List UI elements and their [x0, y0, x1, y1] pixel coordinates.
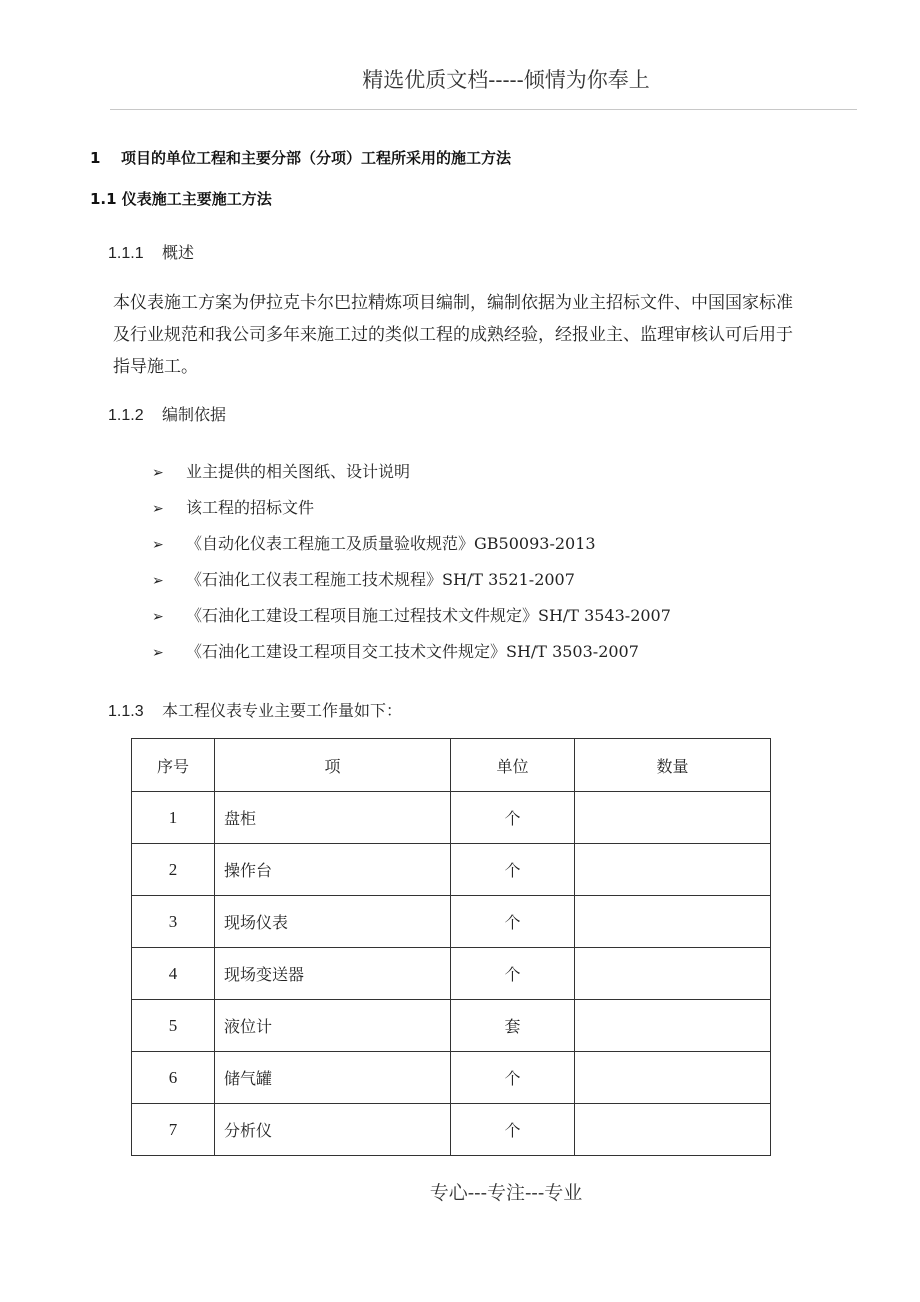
section-1-1-heading: 1.1 仪表施工主要施工方法 — [90, 190, 272, 208]
table-row — [132, 948, 771, 1000]
cell-qty — [575, 1104, 771, 1156]
cell-qty — [575, 1052, 771, 1104]
cell-item: 盘柜 — [215, 792, 451, 844]
cell-no: 5 — [132, 1000, 215, 1052]
cell-no: 2 — [132, 844, 215, 896]
header-cell-no: 序号 — [132, 739, 215, 792]
cell-item: 现场变送器 — [215, 948, 451, 1000]
cell-item: 储气罐 — [215, 1052, 451, 1104]
cell-unit: 个 — [451, 792, 575, 844]
page-footer: 专心---专注---专业 — [429, 1182, 583, 1204]
basis-list-item — [152, 459, 410, 482]
overview-line: 本仪表施工方案为伊拉克卡尔巴拉精炼项目编制，编制依据为业主招标文件、中国国家标准 — [113, 293, 793, 313]
basis-item-text: 该工程的招标文件 — [186, 498, 315, 517]
table-header-row — [132, 739, 771, 792]
arrow-bullet-icon: ➢ — [152, 573, 164, 589]
header-cell-qty: 数量 — [575, 739, 771, 792]
table-row — [132, 1052, 771, 1104]
basis-item-text: 《自动化仪表工程施工及质量验收规范》GB50093-2013 — [186, 534, 596, 553]
section-1-1-2-heading — [108, 402, 226, 425]
section-1-number: 1 — [90, 149, 101, 167]
cell-qty — [575, 896, 771, 948]
cell-item: 分析仪 — [215, 1104, 451, 1156]
cell-item: 液位计 — [215, 1000, 451, 1052]
header-divider — [110, 109, 857, 110]
section-1-1-3-heading — [108, 698, 402, 721]
basis-list-item — [152, 639, 639, 662]
cell-unit: 个 — [451, 896, 575, 948]
section-1-1-1-title: 概述 — [162, 243, 195, 262]
cell-no: 7 — [132, 1104, 215, 1156]
basis-item-text: 《石油化工建设工程项目交工技术文件规定》SH/T 3503-2007 — [186, 642, 639, 661]
cell-qty — [575, 1000, 771, 1052]
overview-line: 指导施工。 — [113, 357, 198, 377]
section-1-heading — [90, 147, 511, 168]
arrow-bullet-icon: ➢ — [152, 465, 164, 481]
basis-list-item — [152, 603, 671, 626]
overview-paragraph — [113, 287, 858, 383]
basis-list-item — [152, 567, 575, 590]
section-1-1-1-number: 1.1.1 — [108, 245, 144, 262]
cell-no: 4 — [132, 948, 215, 1000]
cell-unit: 个 — [451, 948, 575, 1000]
arrow-bullet-icon: ➢ — [152, 645, 164, 661]
cell-unit: 个 — [451, 1052, 575, 1104]
header-cell-item: 项 — [215, 739, 451, 792]
table-row — [132, 1104, 771, 1156]
cell-unit: 个 — [451, 1104, 575, 1156]
arrow-bullet-icon: ➢ — [152, 609, 164, 625]
cell-qty — [575, 948, 771, 1000]
cell-qty — [575, 792, 771, 844]
cell-no: 6 — [132, 1052, 215, 1104]
table-row — [132, 1000, 771, 1052]
cell-no: 3 — [132, 896, 215, 948]
cell-qty — [575, 844, 771, 896]
section-1-1-2-number: 1.1.2 — [108, 407, 144, 424]
basis-list-item — [152, 531, 596, 554]
section-1-1-2-title: 编制依据 — [162, 405, 227, 424]
cell-no: 1 — [132, 792, 215, 844]
arrow-bullet-icon: ➢ — [152, 501, 164, 517]
section-1-1-3-title: 本工程仪表专业主要工作量如下： — [162, 701, 403, 720]
cell-unit: 套 — [451, 1000, 575, 1052]
overview-line: 及行业规范和我公司多年来施工过的类似工程的成熟经验，经报业主、监理审核认可后用于 — [113, 325, 793, 345]
table-row — [132, 844, 771, 896]
basis-item-text: 《石油化工仪表工程施工技术规程》SH/T 3521-2007 — [186, 570, 575, 589]
section-1-1-3-number: 1.1.3 — [108, 703, 144, 720]
table-row — [132, 896, 771, 948]
arrow-bullet-icon: ➢ — [152, 537, 164, 553]
section-1-title: 项目的单位工程和主要分部（分项）工程所采用的施工方法 — [121, 149, 512, 167]
table-row — [132, 792, 771, 844]
section-1-1-1-heading — [108, 240, 194, 263]
basis-item-text: 《石油化工建设工程项目施工过程技术文件规定》SH/T 3543-2007 — [186, 606, 671, 625]
cell-item: 操作台 — [215, 844, 451, 896]
cell-item: 现场仪表 — [215, 896, 451, 948]
header-cell-unit: 单位 — [451, 739, 575, 792]
basis-list-item — [152, 495, 314, 518]
basis-item-text: 业主提供的相关图纸、设计说明 — [186, 462, 411, 481]
page-header: 精选优质文档-----倾情为你奉上 — [362, 68, 650, 92]
cell-unit: 个 — [451, 844, 575, 896]
workload-table — [131, 738, 771, 1156]
